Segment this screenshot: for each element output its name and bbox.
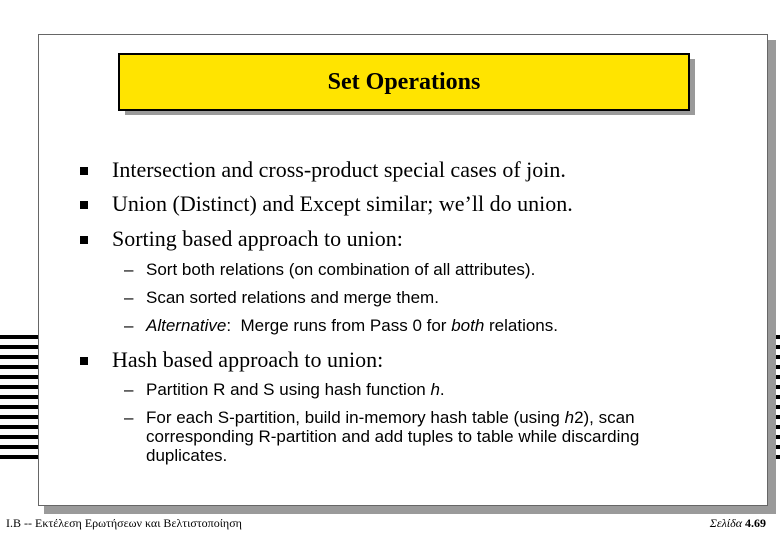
sub-bullet-item [124,408,691,465]
plain-text: . [439,380,445,399]
page-label: Σελίδα [709,516,742,530]
bullet-item [80,348,383,372]
page-number: 4.69 [745,516,766,530]
plain-text: relations. [484,316,558,335]
bullet-text: Union (Distinct) and Except similar; we’ll do union. [112,191,573,216]
dash-bullet: – [124,288,134,307]
sub-bullet-text [146,316,686,336]
emphasis-text: Alternative [146,316,227,335]
dash-bullet: – [124,380,134,399]
bullet-item [80,192,573,216]
sub-bullet-text: Scan sorted relations and merge them. [146,288,439,307]
sub-bullet-text: Sort both relations (on combination of all attributes). [146,260,536,279]
sub-bullet-item [124,316,686,336]
plain-text: For each S-partition, build in-memory hash table (using [146,408,565,427]
sub-bullet-item [124,260,686,280]
sub-bullet-text [146,408,691,465]
square-bullet-icon [80,201,88,209]
plain-text: : Merge runs from Pass 0 for [226,316,452,335]
left-decorative-lines [0,335,40,465]
bullet-text: Intersection and cross-product special cases of join. [112,157,566,182]
slide-title [118,53,690,111]
footer-page [710,516,766,531]
sub-bullet-item [124,288,686,308]
bullet-text: Hash based approach to union: [112,347,384,372]
sub-bullet-item [124,380,686,400]
emphasis-text: h [564,408,575,427]
dash-bullet: – [124,316,134,335]
plain-text: 2), scan corresponding R-partition and add tuples to table while discarding duplicates. [146,408,640,465]
square-bullet-icon [80,167,88,175]
plain-text: Partition R and S using hash function [146,380,431,399]
sub-bullet-text [146,380,686,400]
emphasis-text: h [430,380,440,399]
bullet-item [80,227,403,251]
square-bullet-icon [80,357,88,365]
square-bullet-icon [80,236,88,244]
dash-bullet: – [124,408,134,427]
slide-title-text: Set Operations [327,68,481,95]
bullet-item [80,158,566,182]
emphasis-text: both [451,316,485,335]
bullet-text: Sorting based approach to union: [112,226,403,251]
dash-bullet: – [124,260,134,279]
footer-course-title: Ι.Β -- Εκτέλεση Ερωτήσεων και Βελτιστοποίηση [6,516,242,530]
